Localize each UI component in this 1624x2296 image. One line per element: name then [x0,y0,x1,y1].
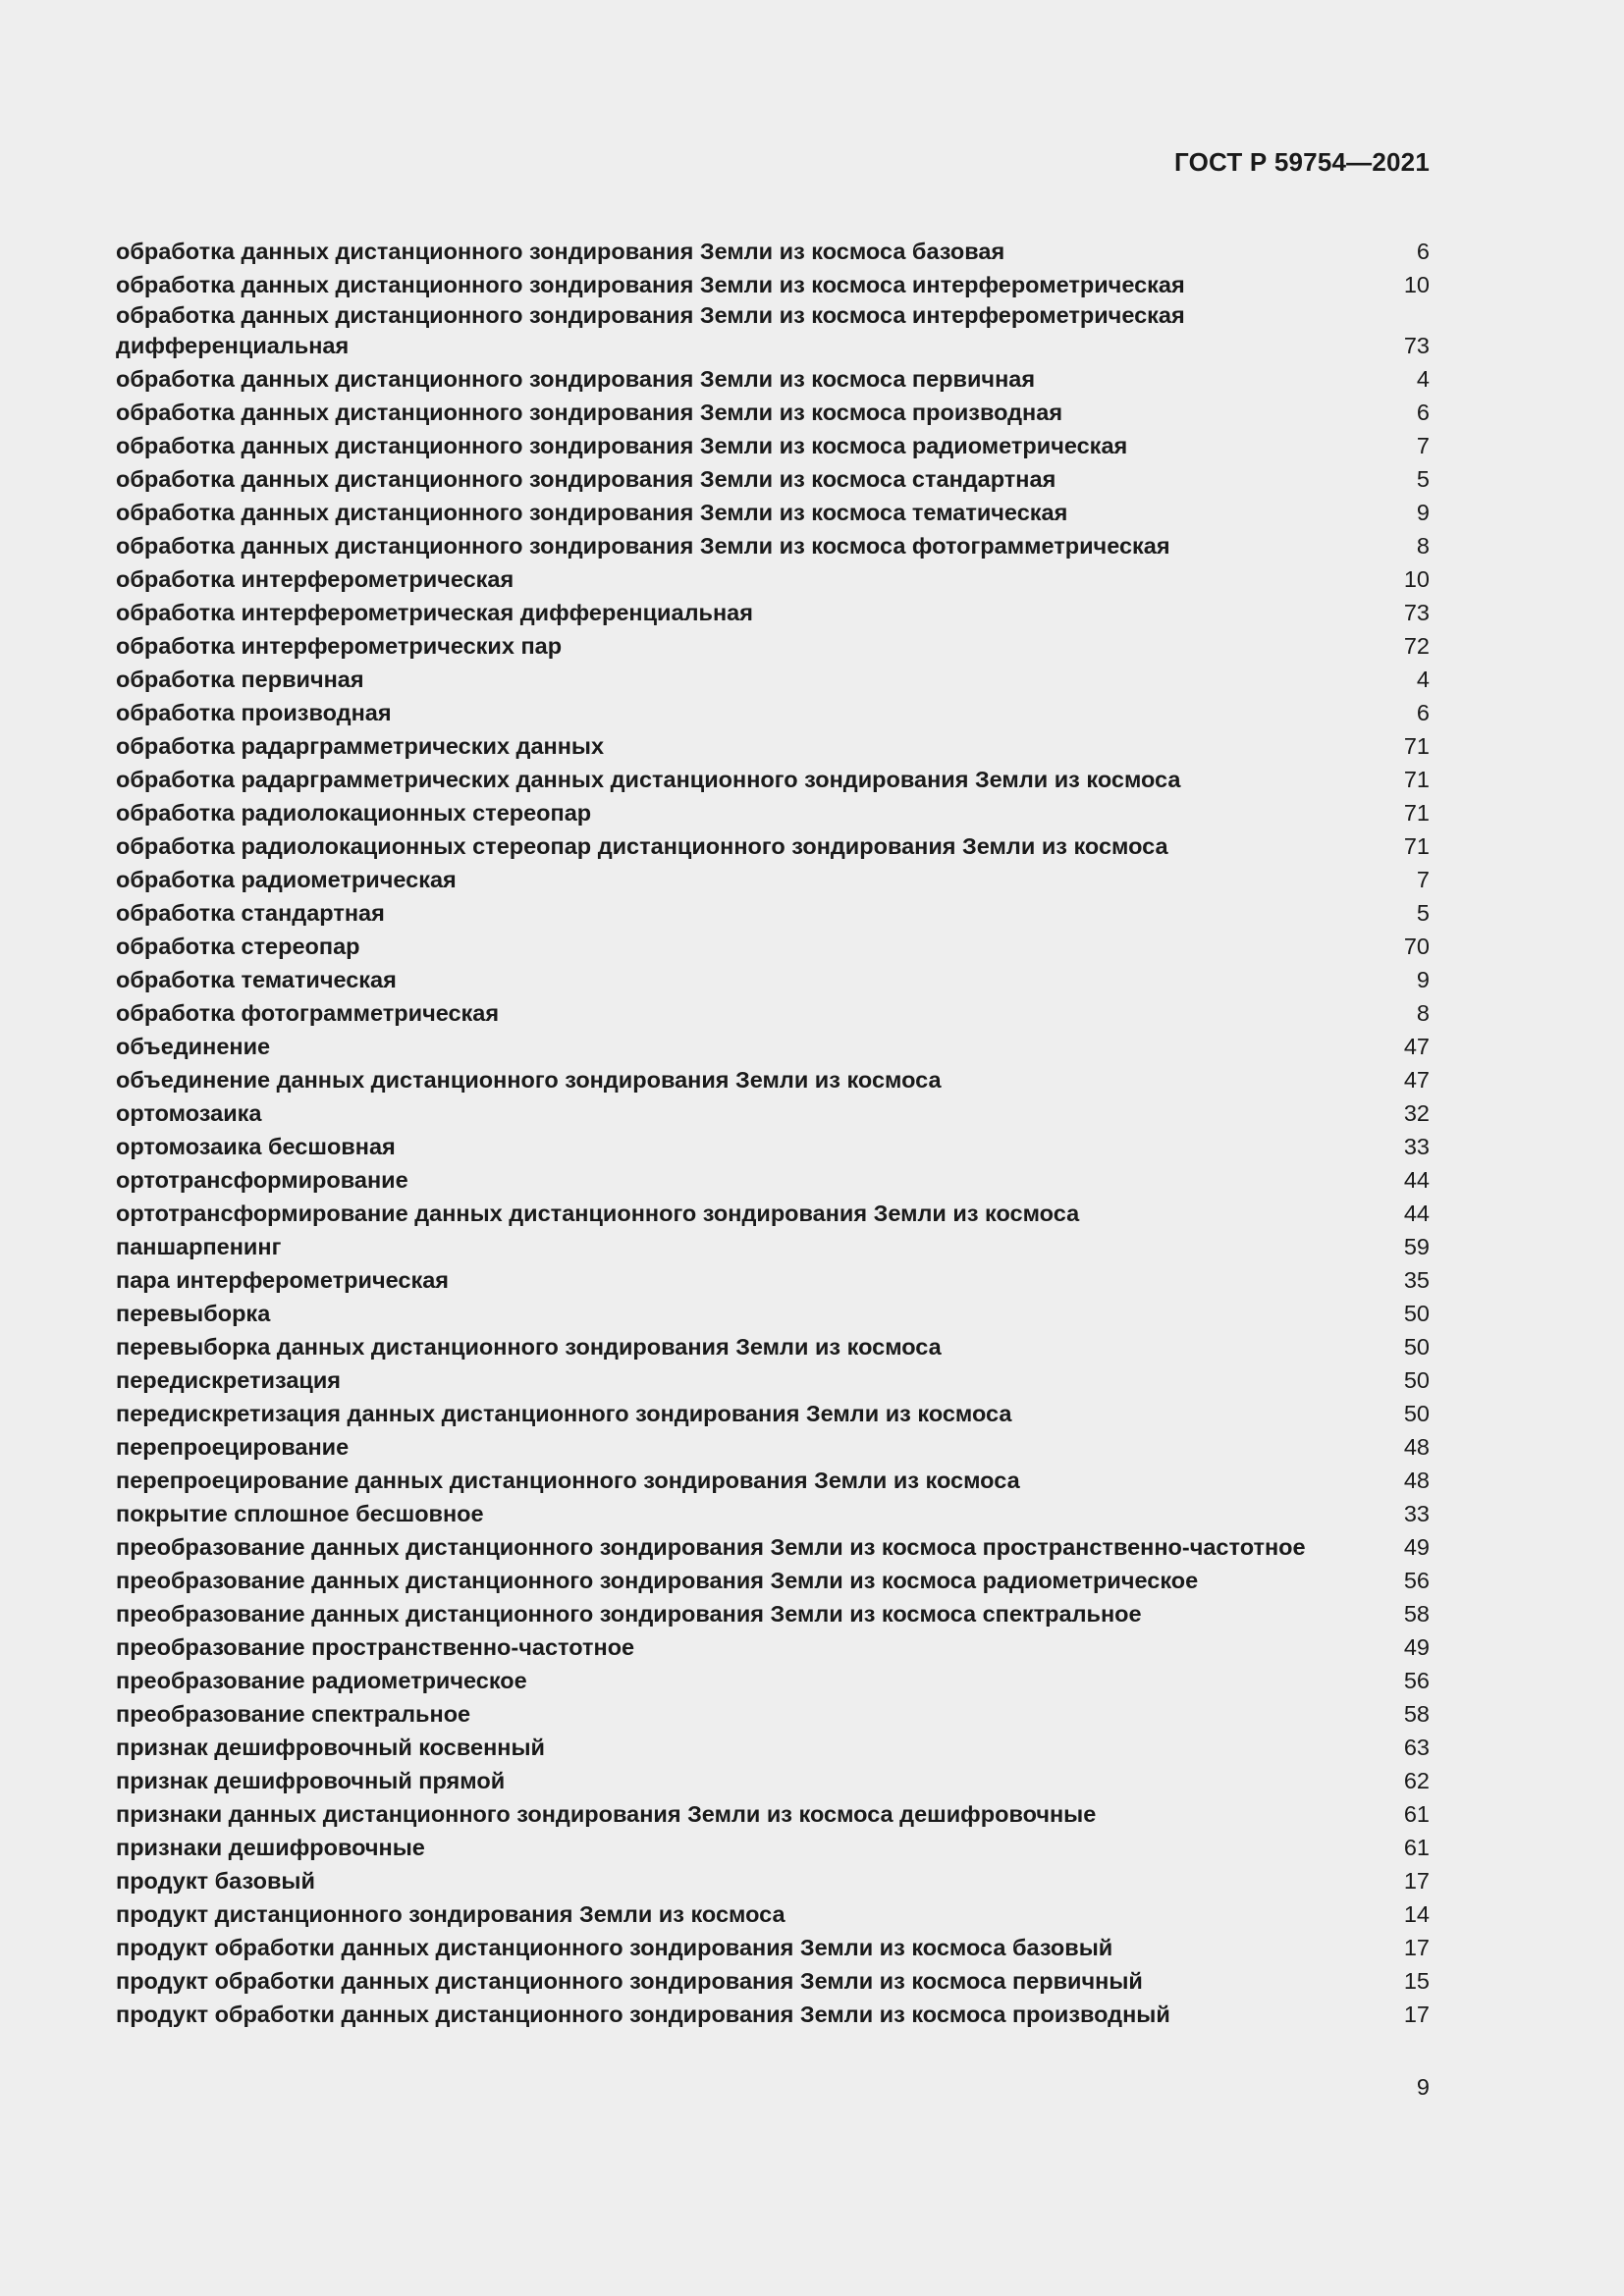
index-page-ref: 56 [1403,1668,1430,1693]
index-entry [116,1362,1430,1396]
index-entry [116,795,1430,828]
index-term: признаки данных дистанционного зондирования Земли из космоса дешифровочные [116,1801,1097,1827]
index-term: продукт дистанционного зондирования Земли из космоса [116,1901,785,1927]
index-page-ref: 50 [1403,1367,1430,1393]
index-term: обработка данных дистанционного зондирования Земли из космоса первичная [116,366,1036,392]
index-page-ref: 6 [1416,239,1430,264]
index-entry [116,1863,1430,1896]
index-page-ref: 8 [1416,1000,1430,1026]
index-term: обработка радарграмметрических данных дистанционного зондирования Земли из космоса [116,767,1181,792]
alphabetical-index [116,234,1430,2030]
index-page-ref: 32 [1403,1100,1430,1126]
index-term: преобразование пространственно-частотное [116,1634,635,1660]
index-term: обработка данных дистанционного зондирования Земли из космоса интерферометрическая дифференциальная [116,302,1185,358]
index-page-ref: 17 [1403,1935,1430,1960]
index-term: обработка радиолокационных стереопар дистанционного зондирования Земли из космоса [116,833,1168,859]
index-entry [116,695,1430,728]
index-page-ref: 15 [1403,1968,1430,1994]
index-term: продукт базовый [116,1868,315,1894]
index-term: обработка стандартная [116,900,385,926]
index-page-ref: 58 [1403,1601,1430,1627]
index-term: преобразование спектральное [116,1701,471,1727]
page-number: 9 [1416,2074,1430,2100]
index-page-ref: 62 [1403,1768,1430,1793]
document-header: ГОСТ Р 59754—2021 [1174,147,1430,177]
index-entry [116,1196,1430,1229]
index-page-ref: 50 [1403,1301,1430,1326]
index-term: перепроецирование [116,1434,350,1460]
index-term: преобразование радиометрическое [116,1668,527,1693]
index-page-ref: 49 [1403,1534,1430,1560]
index-term: передискретизация [116,1367,341,1393]
index-term: обработка данных дистанционного зондирования Земли из космоса фотограмметрическая [116,533,1170,559]
index-page-ref: 33 [1403,1501,1430,1526]
index-page-ref: 70 [1403,934,1430,959]
index-page-ref: 72 [1403,633,1430,659]
index-term: обработка стереопар [116,934,360,959]
index-term: обработка данных дистанционного зондирования Земли из космоса стандартная [116,466,1056,492]
index-entry [116,300,1430,361]
index-entry [116,1830,1430,1863]
index-entry [116,1696,1430,1730]
index-page-ref: 48 [1403,1434,1430,1460]
index-term: передискретизация данных дистанционного зондирования Земли из космоса [116,1401,1012,1426]
index-entry [116,962,1430,995]
index-page-ref: 10 [1403,566,1430,592]
index-entry [116,395,1430,428]
index-entry [116,1062,1430,1095]
index-term: ортотрансформирование [116,1167,408,1193]
index-entry [116,828,1430,862]
index-page-ref: 10 [1403,272,1430,297]
index-entry [116,1496,1430,1529]
index-term: покрытие сплошное бесшовное [116,1501,484,1526]
index-term: паншарпенинг [116,1234,282,1259]
index-term: обработка данных дистанционного зондирования Земли из космоса тематическая [116,500,1068,525]
index-term: обработка данных дистанционного зондирования Земли из космоса радиометрическая [116,433,1128,458]
index-page-ref: 4 [1416,667,1430,692]
index-page-ref: 50 [1403,1334,1430,1360]
index-page-ref: 56 [1403,1568,1430,1593]
index-entry [116,1896,1430,1930]
index-page-ref: 4 [1416,366,1430,392]
index-page-ref: 73 [1403,600,1430,625]
index-term: обработка интерферометрическая [116,566,514,592]
index-term: перепроецирование данных дистанционного зондирования Земли из космоса [116,1468,1020,1493]
index-term: обработка данных дистанционного зондирования Земли из космоса интерферометрическая [116,272,1185,297]
index-entry [116,1162,1430,1196]
index-term: обработка радарграмметрических данных [116,733,605,759]
index-entry [116,1229,1430,1262]
index-page-ref: 44 [1403,1201,1430,1226]
index-term: преобразование данных дистанционного зондирования Земли из космоса радиометрическое [116,1568,1199,1593]
index-page-ref: 47 [1403,1067,1430,1093]
index-entry [116,895,1430,929]
index-entry [116,1329,1430,1362]
index-entry [116,528,1430,561]
index-page-ref: 50 [1403,1401,1430,1426]
index-term: ортомозаика [116,1100,262,1126]
index-term: обработка радиометрическая [116,867,457,892]
index-page-ref: 48 [1403,1468,1430,1493]
index-entry [116,1663,1430,1696]
index-entry [116,267,1430,300]
index-entry [116,1930,1430,1963]
index-page-ref: 35 [1403,1267,1430,1293]
index-entry [116,1963,1430,1997]
index-term: обработка интерферометрическая дифференциальная [116,600,753,625]
index-term: признаки дешифровочные [116,1835,425,1860]
index-page-ref: 9 [1416,500,1430,525]
index-entry [116,461,1430,495]
index-page-ref: 58 [1403,1701,1430,1727]
index-entry [116,1763,1430,1796]
index-entry [116,561,1430,595]
index-entry [116,1129,1430,1162]
index-entry [116,1796,1430,1830]
index-page-ref: 59 [1403,1234,1430,1259]
index-page-ref: 71 [1403,800,1430,826]
index-page-ref: 6 [1416,400,1430,425]
index-entry [116,628,1430,662]
index-term: перевыборка [116,1301,271,1326]
index-entry [116,495,1430,528]
index-term: преобразование данных дистанционного зондирования Земли из космоса пространственно-частотное [116,1534,1306,1560]
index-entry [116,1296,1430,1329]
index-entry [116,662,1430,695]
index-page-ref: 71 [1403,833,1430,859]
index-page-ref: 6 [1416,700,1430,725]
index-term: обработка данных дистанционного зондирования Земли из космоса базовая [116,239,1005,264]
index-page-ref: 71 [1403,733,1430,759]
index-page-ref: 63 [1403,1735,1430,1760]
index-entry [116,1095,1430,1129]
index-term: признак дешифровочный косвенный [116,1735,545,1760]
index-entry [116,728,1430,762]
index-entry [116,595,1430,628]
index-term: обработка производная [116,700,392,725]
index-page-ref: 5 [1416,900,1430,926]
index-term: объединение данных дистанционного зондирования Земли из космоса [116,1067,942,1093]
index-term: перевыборка данных дистанционного зондирования Земли из космоса [116,1334,942,1360]
index-entry [116,1396,1430,1429]
index-entry [116,1596,1430,1629]
index-term: обработка интерферометрических пар [116,633,563,659]
index-page-ref: 7 [1416,433,1430,458]
index-term: обработка первичная [116,667,364,692]
index-page-ref: 61 [1403,1835,1430,1860]
index-entry [116,1563,1430,1596]
index-page-ref: 61 [1403,1801,1430,1827]
index-term: обработка тематическая [116,967,397,992]
index-term: ортомозаика бесшовная [116,1134,396,1159]
index-entry [116,762,1430,795]
index-page-ref: 14 [1403,1901,1430,1927]
index-term: продукт обработки данных дистанционного зондирования Земли из космоса производный [116,2002,1170,2027]
index-entry [116,361,1430,395]
index-entry [116,1463,1430,1496]
index-term: ортотрансформирование данных дистанционного зондирования Земли из космоса [116,1201,1080,1226]
index-term: продукт обработки данных дистанционного зондирования Земли из космоса базовый [116,1935,1113,1960]
index-term: продукт обработки данных дистанционного зондирования Земли из космоса первичный [116,1968,1143,1994]
index-entry [116,995,1430,1029]
index-page-ref: 5 [1416,466,1430,492]
index-page-ref: 44 [1403,1167,1430,1193]
index-entry [116,1529,1430,1563]
index-entry [116,1429,1430,1463]
index-term: обработка радиолокационных стереопар [116,800,592,826]
index-term: преобразование данных дистанционного зондирования Земли из космоса спектральное [116,1601,1142,1627]
index-page-ref: 17 [1403,1868,1430,1894]
index-term: признак дешифровочный прямой [116,1768,506,1793]
index-page-ref: 47 [1403,1034,1430,1059]
index-page-ref: 17 [1403,2002,1430,2027]
index-page-ref: 33 [1403,1134,1430,1159]
index-entry [116,1997,1430,2030]
index-page-ref: 49 [1403,1634,1430,1660]
index-entry [116,234,1430,267]
index-term: обработка данных дистанционного зондирования Земли из космоса производная [116,400,1063,425]
index-page-ref: 8 [1416,533,1430,559]
index-page-ref: 7 [1416,867,1430,892]
index-term: объединение [116,1034,271,1059]
index-entry [116,1029,1430,1062]
index-page-ref: 73 [1403,333,1430,358]
index-entry [116,1730,1430,1763]
index-entry [116,1629,1430,1663]
index-term: пара интерферометрическая [116,1267,449,1293]
index-entry [116,862,1430,895]
index-entry [116,929,1430,962]
index-entry [116,428,1430,461]
index-entry [116,1262,1430,1296]
index-page-ref: 9 [1416,967,1430,992]
index-page-ref: 71 [1403,767,1430,792]
index-term: обработка фотограмметрическая [116,1000,500,1026]
